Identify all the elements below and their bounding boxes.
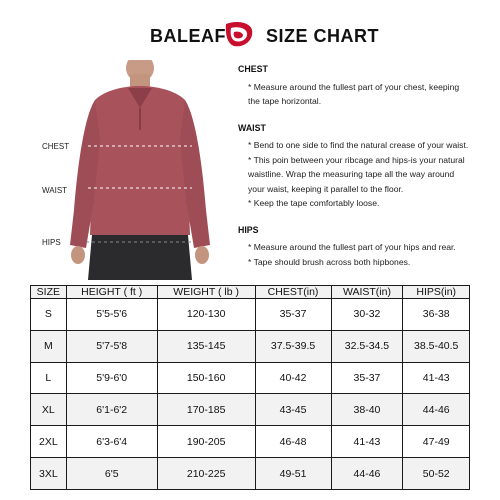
header-weight: WEIGHT ( lb ) xyxy=(157,286,255,299)
waist-title: WAIST xyxy=(238,122,266,133)
brand-name: BALEAF xyxy=(150,26,226,46)
table-cell: 135-145 xyxy=(157,330,255,362)
guide-line: the tape horizontal. xyxy=(248,96,322,106)
hips-label: HIPS xyxy=(42,238,61,247)
table-cell: 120-130 xyxy=(157,299,255,331)
size-table xyxy=(30,285,470,490)
table-cell: 44-46 xyxy=(403,394,470,426)
guide-line: your waist, keeping it parallel to the floor. xyxy=(248,183,404,194)
table-cell: 36-38 xyxy=(403,299,470,331)
table-cell: 35-37 xyxy=(255,299,331,331)
table-cell: 6'1-6'2 xyxy=(66,394,157,426)
header-height: HEIGHT ( ft ) xyxy=(66,286,157,299)
table-cell: 190-205 xyxy=(157,426,255,458)
chest-section xyxy=(238,62,500,109)
table-cell: 46-48 xyxy=(255,426,331,458)
table-row xyxy=(31,299,470,331)
table-cell: 44-46 xyxy=(331,458,403,490)
table-row xyxy=(31,426,470,458)
chart-title: SIZE CHART xyxy=(266,26,379,46)
measuring-guide xyxy=(238,62,500,281)
table-row xyxy=(31,362,470,394)
table-cell: 6'5 xyxy=(66,458,157,490)
table-cell: S xyxy=(31,299,67,331)
size-table-container xyxy=(30,285,470,490)
model-figure xyxy=(0,60,240,280)
model-illustration xyxy=(0,60,240,280)
table-cell: 3XL xyxy=(31,458,67,490)
table-cell: 150-160 xyxy=(157,362,255,394)
table-cell: 49-51 xyxy=(255,458,331,490)
table-header-row xyxy=(31,286,470,299)
table-cell: 41-43 xyxy=(403,362,470,394)
table-cell: 6'3-6'4 xyxy=(66,426,157,458)
guide-line: * Bend to one side to find the natural crease of your waist. xyxy=(248,140,469,150)
chest-label: CHEST xyxy=(42,142,70,151)
table-cell: XL xyxy=(31,394,67,426)
guide-line: * This poin between your ribcage and hips-is your natural xyxy=(248,154,465,165)
header xyxy=(0,18,500,52)
header-size: SIZE xyxy=(31,286,67,299)
table-row xyxy=(31,330,470,362)
table-cell: 5'7-5'8 xyxy=(66,330,157,362)
waist-section xyxy=(238,121,500,211)
table-cell: 37.5-39.5 xyxy=(255,330,331,362)
guide-line: * Measure around the fullest part of your hips and rear. xyxy=(248,242,456,252)
waist-label: WAIST xyxy=(42,186,68,195)
baleaf-logo-icon xyxy=(222,18,256,52)
table-cell: 47-49 xyxy=(403,426,470,458)
guide-line: * Tape should brush across both hipbones. xyxy=(248,256,411,267)
table-cell: 38.5-40.5 xyxy=(403,330,470,362)
hips-title: HIPS xyxy=(238,224,259,235)
table-cell: 35-37 xyxy=(331,362,403,394)
table-cell: 2XL xyxy=(31,426,67,458)
table-cell: 41-43 xyxy=(331,426,403,458)
guide-line: * Keep the tape comfortably loose. xyxy=(248,198,380,208)
table-cell: 170-185 xyxy=(157,394,255,426)
table-cell: 40-42 xyxy=(255,362,331,394)
table-cell: 210-225 xyxy=(157,458,255,490)
chest-title: CHEST xyxy=(238,64,268,74)
table-cell: 32.5-34.5 xyxy=(331,330,403,362)
table-cell: 5'9-6'0 xyxy=(66,362,157,394)
table-cell: 38-40 xyxy=(331,394,403,426)
table-cell: 5'5-5'6 xyxy=(66,299,157,331)
header-chest: CHEST(in) xyxy=(255,286,331,299)
header-waist: WAIST(in) xyxy=(331,286,403,299)
table-cell: M xyxy=(31,330,67,362)
table-row xyxy=(31,394,470,426)
table-cell: 30-32 xyxy=(331,299,403,331)
table-body xyxy=(31,299,470,490)
hips-section xyxy=(238,223,500,270)
table-cell: L xyxy=(31,362,67,394)
table-row xyxy=(31,458,470,490)
guide-line: waistline. Wrap the measuring tape all the way around xyxy=(248,169,455,179)
table-cell: 43-45 xyxy=(255,394,331,426)
header-hips: HIPS(in) xyxy=(403,286,470,299)
table-cell: 50-52 xyxy=(403,458,470,490)
guide-line: * Measure around the fullest part of your chest, keeping xyxy=(248,81,460,92)
